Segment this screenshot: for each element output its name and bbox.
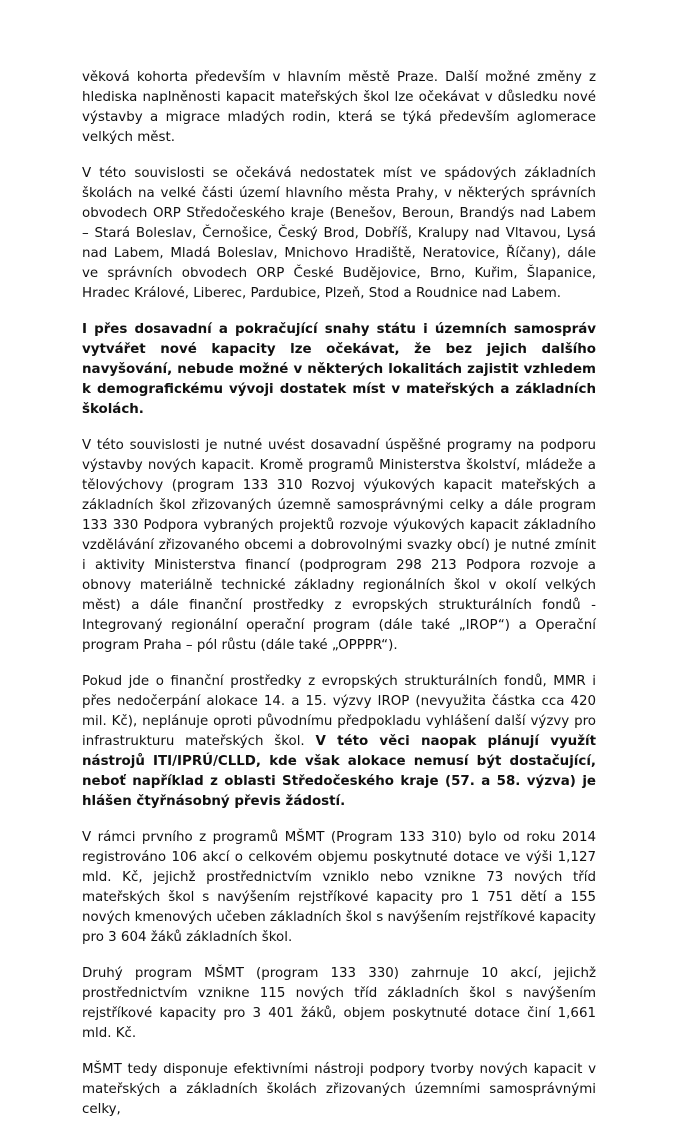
paragraph-3-bold-statement [82, 320, 596, 420]
paragraph-6 [82, 828, 596, 948]
paragraph-7-text: Druhý program MŠMT (program 133 330) zahrnuje 10 akcí, jejichž prostřednictvím vznikne 115 nových tříd základních škol s navýšením rejstříkové kapacity pro 3 401 žáků, objem poskytnuté dotace činí 1,661 mld. Kč. [82, 966, 596, 1041]
paragraph-4-text: V této souvislosti je nutné uvést dosavadní úspěšné programy na podporu výstavby nových kapacit. Kromě programů Ministerstva školství, mládeže a tělovýchovy (program 133 310 Rozvoj výukových kapacit mateřských a základních škol zřizovaných územně samosprávnými celky a dále program 133 330 Podpora vybraných projektů rozvoje výukových kapacit základního vzdělávání zřizovaného obcemi a dobrovolnými svazky obcí) je nutné zmínit i aktivity Ministerstva financí (podprogram 298 213 Podpora rozvoje a obnovy materiálně technické základny regionálních škol v okolí velkých měst) a dále finanční prostředky z evropských strukturálních fondů - Integrovaný regionální operační program (dále také „IROP“) a Operační program Praha – pól růstu (dále také „OPPPR“). [82, 438, 596, 653]
paragraph-5 [82, 672, 596, 812]
paragraph-7 [82, 964, 596, 1044]
document-page [82, 68, 596, 1136]
paragraph-2 [82, 164, 596, 304]
paragraph-8-text: MŠMT tedy disponuje efektivními nástroji podpory tvorby nových kapacit v mateřských a základních školách zřizovaných územními samosprávnými celky, [82, 1062, 596, 1117]
paragraph-3-text: I přes dosavadní a pokračující snahy státu i územních samospráv vytvářet nové kapacity lze očekávat, že bez jejich dalšího navyšování, nebude možné v některých lokalitách zajistit vzhledem k demografickému vývoji dostatek míst v mateřských a základních školách. [82, 322, 596, 417]
paragraph-5-text: Pokud jde o finanční prostředky z evropských strukturálních fondů, MMR i přes nedočerpání alokace 14. a 15. výzvy IROP (nevyužita částka cca 420 mil. Kč), neplánuje oproti původnímu předpokladu vyhlášení další výzvy pro infrastrukturu mateřských škol. [82, 674, 596, 749]
paragraph-8 [82, 1060, 596, 1120]
paragraph-1 [82, 68, 596, 148]
paragraph-4 [82, 436, 596, 656]
paragraph-5-bold-text: V této věci naopak plánují využít nástrojů ITI/IPRÚ/CLLD, kde však alokace nemusí být dostačující, neboť například z oblasti Středočeského kraje (57. a 58. výzva) je hlášen čtyřnásobný převis žádostí. [82, 734, 596, 809]
paragraph-6-text: V rámci prvního z programů MŠMT (Program 133 310) bylo od roku 2014 registrováno 106 akcí o celkovém objemu poskytnuté dotace ve výši 1,127 mld. Kč, jejichž prostřednictvím vzniklo nebo vznikne 73 nových tříd mateřských škol s navýšením rejstříkové kapacity pro 1 751 dětí a 155 nových kmenových učeben základních škol s navýšením rejstříkové kapacity pro 3 604 žáků základních škol. [82, 830, 596, 945]
paragraph-1-text: věková kohorta především v hlavním městě Praze. Další možné změny z hlediska naplněnosti kapacit mateřských škol lze očekávat v důsledku nové výstavby a migrace mladých rodin, která se týká především aglomerace velkých měst. [82, 70, 596, 145]
paragraph-2-text: V této souvislosti se očekává nedostatek míst ve spádových základních školách na velké části území hlavního města Prahy, v některých správních obvodech ORP Středočeského kraje (Benešov, Beroun, Brandýs nad Labem – Stará Boleslav, Černošice, Český Brod, Dobříš, Kralupy nad Vltavou, Lysá nad Labem, Mladá Boleslav, Mnichovo Hradiště, Neratovice, Říčany), dále ve správních obvodech ORP České Budějovice, Brno, Kuřim, Šlapanice, Hradec Králové, Liberec, Pardubice, Plzeň, Stod a Roudnice nad Labem. [82, 166, 596, 301]
